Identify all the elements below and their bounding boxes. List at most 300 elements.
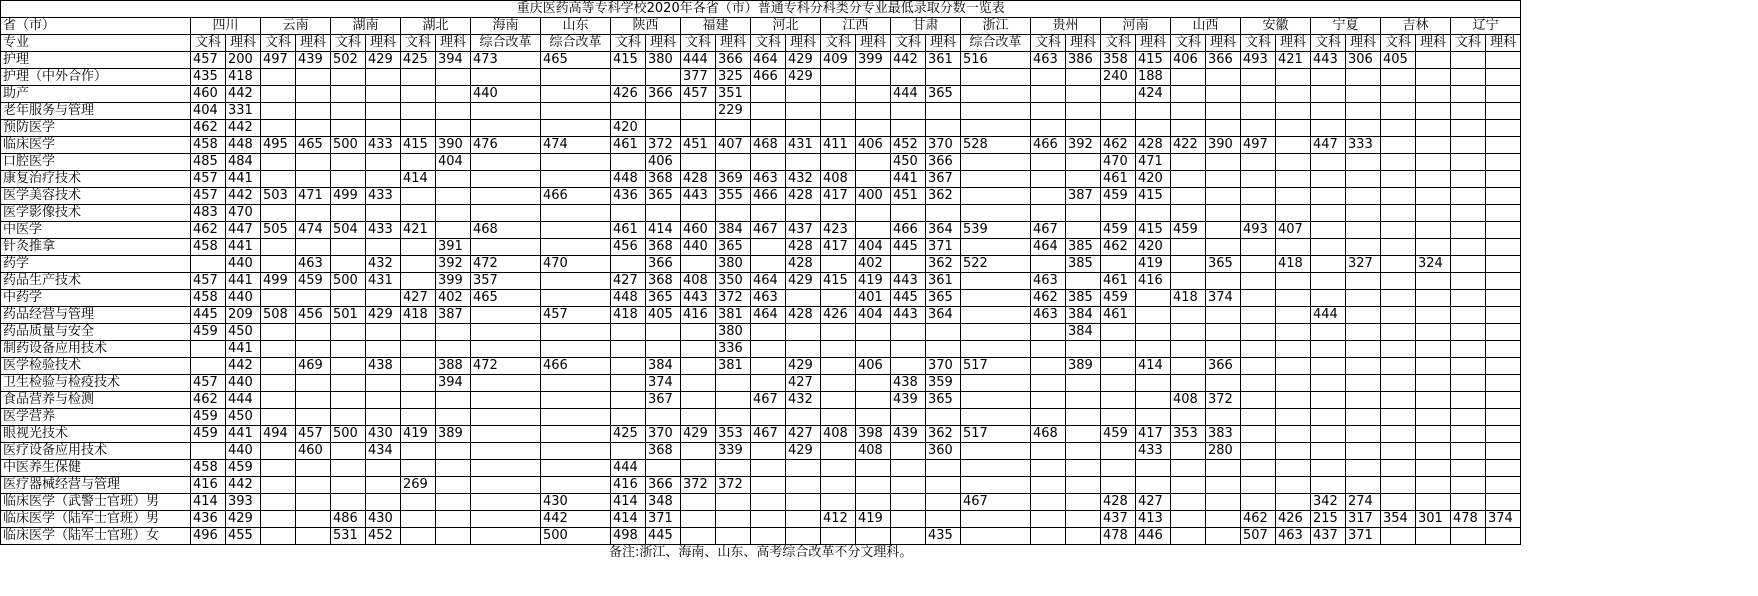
score-cell [681,392,716,409]
score-cell: 404 [856,239,891,256]
score-cell [1311,477,1346,494]
score-cell [891,511,926,528]
score-cell: 368 [646,239,681,256]
score-cell: 414 [191,494,226,511]
score-cell: 466 [1031,137,1066,154]
score-cell: 366 [716,52,751,69]
score-cell [611,324,646,341]
major-name-cell: 预防医学 [1,120,191,137]
score-cell: 413 [1136,511,1171,528]
province-header: 四川 [191,18,261,35]
score-cell [1206,239,1241,256]
province-header: 湖北 [401,18,471,35]
table-row [1,358,1521,375]
score-cell: 434 [366,443,401,460]
score-cell [681,205,716,222]
score-cell [401,511,436,528]
score-cell: 439 [891,426,926,443]
score-cell [1346,188,1381,205]
score-cell [296,460,331,477]
subject-header: 文科 [611,35,646,52]
score-cell: 350 [716,273,751,290]
score-cell [401,392,436,409]
score-cell: 414 [611,511,646,528]
score-cell [1066,273,1101,290]
subject-header: 理科 [926,35,961,52]
province-header: 云南 [261,18,331,35]
subject-header: 文科 [1031,35,1066,52]
score-cell [961,528,1031,545]
score-cell [541,460,611,477]
score-cell [261,205,296,222]
score-cell: 415 [1136,222,1171,239]
major-name-cell: 医疗器械经营与管理 [1,477,191,494]
score-cell: 472 [471,256,541,273]
major-name-cell: 临床医学（陆军士官班）女 [1,528,191,545]
score-cell: 457 [191,273,226,290]
score-cell: 387 [1066,188,1101,205]
score-cell [1136,307,1171,324]
score-cell: 444 [891,86,926,103]
score-cell [751,205,786,222]
score-cell [1031,477,1066,494]
score-cell [436,86,471,103]
score-cell [926,103,961,120]
score-cell [1031,409,1066,426]
score-cell [1451,528,1486,545]
score-cell [1241,205,1276,222]
score-cell [471,392,541,409]
score-cell: 380 [716,324,751,341]
score-cell [1451,392,1486,409]
score-cell: 443 [1311,52,1346,69]
score-cell: 412 [821,511,856,528]
score-cell: 484 [226,154,261,171]
score-cell [1241,460,1276,477]
table-row [1,222,1521,239]
score-cell [471,460,541,477]
score-cell [1171,477,1206,494]
score-cell [331,120,366,137]
score-cell [1276,171,1311,188]
score-cell [1276,103,1311,120]
score-cell [1206,222,1241,239]
score-cell [716,154,751,171]
score-cell: 384 [646,358,681,375]
score-cell [1136,477,1171,494]
score-cell [296,341,331,358]
score-cell [1346,341,1381,358]
score-cell [261,154,296,171]
score-cell [471,494,541,511]
score-cell [436,443,471,460]
score-cell [261,460,296,477]
score-cell: 428 [681,171,716,188]
score-cell [961,205,1031,222]
score-cell [331,477,366,494]
table-row [1,120,1521,137]
score-cell: 430 [366,511,401,528]
score-cell: 440 [226,375,261,392]
note-row [1,545,1521,562]
score-cell: 445 [191,307,226,324]
score-cell: 372 [681,477,716,494]
score-cell [1206,409,1241,426]
score-cell [611,358,646,375]
score-cell: 450 [226,409,261,426]
score-cell [1486,358,1521,375]
score-cell [1451,273,1486,290]
score-cell: 451 [891,188,926,205]
score-cell: 336 [716,341,751,358]
table-row [1,528,1521,545]
score-cell: 420 [1136,239,1171,256]
score-cell: 325 [716,69,751,86]
score-cell [191,341,226,358]
score-cell [296,69,331,86]
score-cell [1171,120,1206,137]
score-cell [611,443,646,460]
score-cell: 438 [891,375,926,392]
score-cell [1451,86,1486,103]
score-cell: 384 [1066,324,1101,341]
score-cell [716,392,751,409]
score-cell: 431 [366,273,401,290]
score-cell: 517 [961,358,1031,375]
score-cell [261,494,296,511]
score-cell [821,324,856,341]
score-cell: 461 [1101,273,1136,290]
score-cell [1346,290,1381,307]
score-cell [1171,324,1206,341]
score-cell: 459 [1171,222,1206,239]
score-cell [1416,290,1451,307]
score-cell: 522 [961,256,1031,273]
province-header: 河北 [751,18,821,35]
score-cell: 423 [821,222,856,239]
score-cell [191,256,226,273]
score-cell [436,69,471,86]
score-cell [961,409,1031,426]
score-cell [436,222,471,239]
score-cell [611,205,646,222]
subject-header: 文科 [401,35,436,52]
score-cell: 470 [226,205,261,222]
score-cell [1416,341,1451,358]
score-cell [401,375,436,392]
score-cell [1451,324,1486,341]
score-cell [611,375,646,392]
score-cell: 445 [891,239,926,256]
score-cell [366,324,401,341]
score-cell: 342 [1311,494,1346,511]
score-cell [1206,477,1241,494]
score-cell: 411 [821,137,856,154]
score-cell [1276,460,1311,477]
score-cell [1101,375,1136,392]
subject-header: 理科 [856,35,891,52]
score-cell [1171,154,1206,171]
score-cell [1381,358,1416,375]
score-cell [646,460,681,477]
score-cell [1101,205,1136,222]
score-cell [471,528,541,545]
score-cell [401,239,436,256]
subject-header: 文科 [751,35,786,52]
score-cell [1171,69,1206,86]
score-cell: 463 [751,171,786,188]
score-cell: 502 [331,52,366,69]
subject-header: 理科 [226,35,261,52]
score-cell: 443 [891,307,926,324]
score-cell [1416,52,1451,69]
score-cell: 371 [646,511,681,528]
score-cell [1346,222,1381,239]
score-cell [1451,409,1486,426]
score-cell [681,103,716,120]
score-cell [1486,256,1521,273]
score-cell: 404 [856,307,891,324]
score-cell: 450 [891,154,926,171]
score-cell [1451,494,1486,511]
score-cell [751,358,786,375]
score-cell: 441 [226,341,261,358]
score-cell: 432 [366,256,401,273]
score-cell: 402 [436,290,471,307]
score-cell: 435 [926,528,961,545]
score-cell: 459 [1101,290,1136,307]
score-cell [1171,307,1206,324]
score-cell [1486,137,1521,154]
score-cell [926,409,961,426]
score-cell [1451,120,1486,137]
score-cell: 405 [1381,52,1416,69]
score-cell [1381,324,1416,341]
score-cell [1416,477,1451,494]
score-cell [856,103,891,120]
score-cell [541,205,611,222]
score-cell: 427 [786,426,821,443]
subject-header: 文科 [1171,35,1206,52]
score-cell: 430 [366,426,401,443]
subject-header: 理科 [716,35,751,52]
score-cell [261,375,296,392]
score-cell [1276,273,1311,290]
score-cell: 443 [681,290,716,307]
score-cell [1311,375,1346,392]
score-cell [926,69,961,86]
score-cell [261,120,296,137]
score-cell: 372 [1206,392,1241,409]
score-cell: 459 [226,460,261,477]
score-cell [1311,239,1346,256]
score-cell: 371 [926,239,961,256]
score-cell [891,324,926,341]
score-cell [961,443,1031,460]
score-cell [611,103,646,120]
score-cell: 457 [191,188,226,205]
score-cell: 466 [891,222,926,239]
score-cell [821,120,856,137]
score-cell [366,239,401,256]
subject-header: 文科 [821,35,856,52]
score-cell [296,239,331,256]
score-cell [1416,239,1451,256]
score-cell [1486,239,1521,256]
score-cell [1451,222,1486,239]
score-cell: 416 [611,477,646,494]
score-cell [1346,426,1381,443]
score-cell [961,103,1031,120]
score-cell [786,290,821,307]
major-name-cell: 药品质量与安全 [1,324,191,341]
score-cell: 442 [226,477,261,494]
score-cell [1136,409,1171,426]
score-cell [1066,171,1101,188]
score-cell [926,341,961,358]
score-cell: 390 [436,137,471,154]
table-row [1,103,1521,120]
score-cell [821,460,856,477]
score-cell [961,239,1031,256]
score-cell [401,409,436,426]
score-cell [1031,324,1066,341]
score-cell [366,171,401,188]
score-cell [1416,171,1451,188]
score-cell [1416,494,1451,511]
score-cell: 500 [331,426,366,443]
score-cell: 200 [226,52,261,69]
score-cell [1486,171,1521,188]
score-cell [1276,137,1311,154]
score-cell [681,494,716,511]
score-cell [821,69,856,86]
score-cell [856,324,891,341]
score-cell: 415 [401,137,436,154]
score-cell [366,120,401,137]
score-cell: 408 [821,426,856,443]
score-cell [1066,426,1101,443]
score-cell [1381,239,1416,256]
score-cell [1451,443,1486,460]
score-cell: 531 [331,528,366,545]
score-cell: 370 [926,137,961,154]
table-row [1,324,1521,341]
score-cell [261,358,296,375]
score-cell [926,205,961,222]
score-cell: 415 [611,52,646,69]
score-cell: 429 [786,358,821,375]
score-cell [681,341,716,358]
score-cell: 420 [1136,171,1171,188]
score-cell: 462 [191,120,226,137]
score-cell [856,392,891,409]
score-cell: 339 [716,443,751,460]
score-cell [331,69,366,86]
score-cell [821,409,856,426]
major-name-cell: 护理 [1,52,191,69]
major-name-cell: 医疗设备应用技术 [1,443,191,460]
score-cell [1381,256,1416,273]
score-cell [751,477,786,494]
score-cell: 442 [226,86,261,103]
score-cell [1241,477,1276,494]
score-cell [1206,86,1241,103]
score-cell [751,341,786,358]
score-cell [1136,120,1171,137]
score-cell [1346,273,1381,290]
score-cell [1066,86,1101,103]
score-cell [1381,205,1416,222]
score-cell: 348 [646,494,681,511]
score-cell: 229 [716,103,751,120]
score-cell [1171,511,1206,528]
score-cell [1066,375,1101,392]
score-cell [471,409,541,426]
score-cell: 459 [191,409,226,426]
score-cell: 498 [611,528,646,545]
score-cell [541,341,611,358]
score-cell [1346,409,1381,426]
score-cell: 429 [786,273,821,290]
score-cell [856,69,891,86]
score-cell: 416 [681,307,716,324]
province-header: 宁夏 [1311,18,1381,35]
score-cell [1416,392,1451,409]
score-cell [296,528,331,545]
score-cell [331,205,366,222]
score-cell [1066,222,1101,239]
score-cell [1241,154,1276,171]
score-cell [471,511,541,528]
score-cell: 467 [751,392,786,409]
score-cell [1206,307,1241,324]
score-cell: 317 [1346,511,1381,528]
score-cell: 400 [856,188,891,205]
score-cell [751,86,786,103]
score-cell [1241,358,1276,375]
score-cell: 440 [226,443,261,460]
score-cell [681,511,716,528]
score-cell [261,290,296,307]
score-cell [1031,528,1066,545]
score-cell [331,86,366,103]
score-cell [1451,256,1486,273]
score-cell [1066,69,1101,86]
score-cell: 324 [1416,256,1451,273]
score-cell [1241,188,1276,205]
score-cell [1486,222,1521,239]
score-cell [1276,69,1311,86]
score-cell [1276,443,1311,460]
score-cell: 327 [1346,256,1381,273]
score-cell [646,103,681,120]
score-cell [646,69,681,86]
score-cell: 433 [366,188,401,205]
score-cell: 429 [366,52,401,69]
table-row [1,69,1521,86]
score-cell [401,86,436,103]
score-cell [1206,324,1241,341]
score-cell [1311,426,1346,443]
subject-header: 综合改革 [471,35,541,52]
score-cell [961,477,1031,494]
province-header: 海南 [471,18,541,35]
score-cell: 419 [1136,256,1171,273]
score-cell [1276,307,1311,324]
score-cell [786,494,821,511]
score-cell [1416,409,1451,426]
